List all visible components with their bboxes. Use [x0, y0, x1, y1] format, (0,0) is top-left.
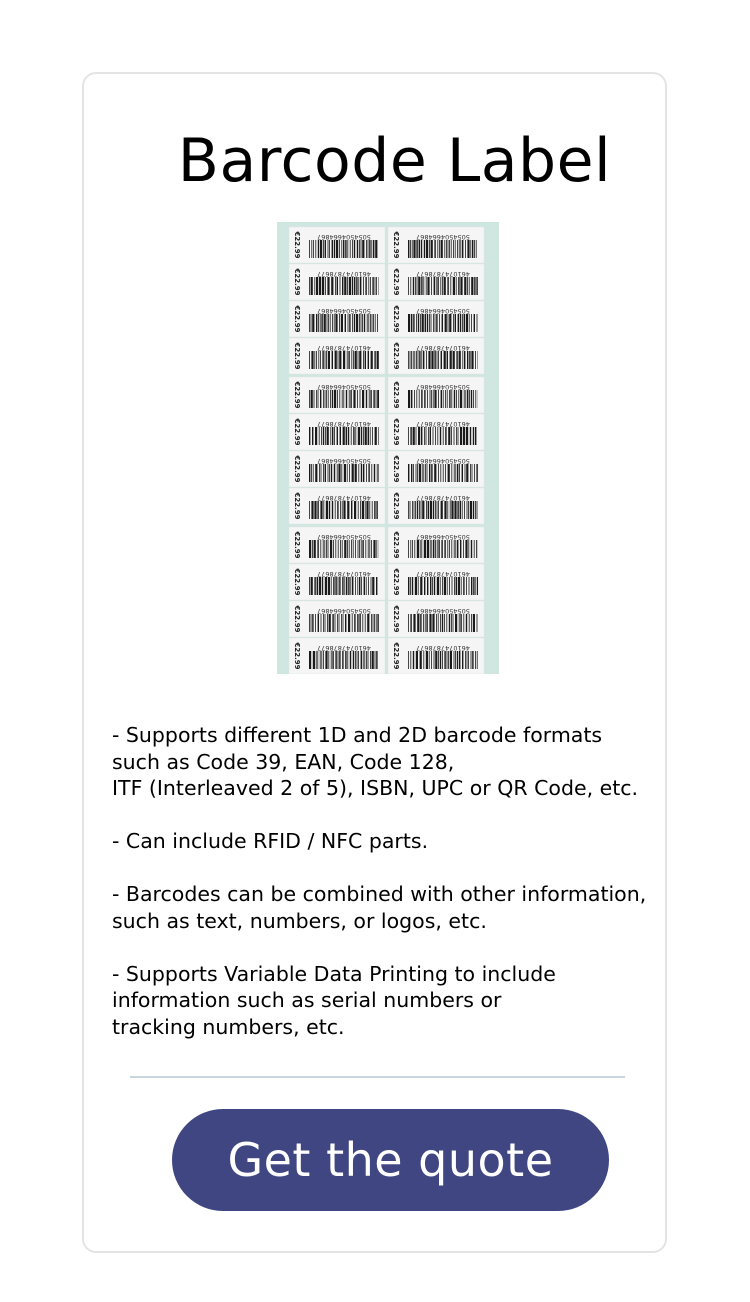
- label-code: 5054504664867: [317, 233, 371, 241]
- label-price: €22.99: [392, 268, 400, 296]
- label-code: 4610747878677: [317, 270, 371, 278]
- barcode-label: [388, 338, 484, 374]
- barcode-label: [289, 338, 385, 374]
- barcode-label: [289, 301, 385, 337]
- label-price: €22.99: [293, 268, 301, 296]
- barcode-label-sheet-graphic: [277, 222, 499, 674]
- barcode-label: [289, 527, 385, 563]
- label-code: 4610747878677: [416, 344, 470, 352]
- label-code: 5054504664867: [416, 233, 470, 241]
- label-price: €22.99: [392, 342, 400, 370]
- label-price: €22.99: [392, 305, 400, 333]
- label-code: 5054504664867: [416, 383, 470, 391]
- label-code: 5054504664867: [317, 533, 371, 541]
- label-price: €22.99: [293, 231, 301, 259]
- label-price: €22.99: [293, 531, 301, 559]
- barcode-label: [388, 451, 484, 487]
- label-price: €22.99: [392, 605, 400, 633]
- barcode-label: [289, 451, 385, 487]
- barcode-label: [388, 264, 484, 300]
- barcode-label: [388, 301, 484, 337]
- barcode-label: [289, 264, 385, 300]
- label-price: €22.99: [293, 305, 301, 333]
- label-price: €22.99: [293, 342, 301, 370]
- label-price: €22.99: [392, 531, 400, 559]
- label-price: €22.99: [293, 418, 301, 446]
- label-code: 5054504664867: [416, 307, 470, 315]
- label-code: 5054504664867: [416, 533, 470, 541]
- barcode-label: [388, 564, 484, 600]
- feature-variable-data: - Supports Variable Data Printing to include information such as serial numbers or tracking numbers, etc.: [112, 961, 556, 1039]
- label-code: 4610747878677: [317, 494, 371, 502]
- label-code: 4610747878677: [416, 644, 470, 652]
- barcode-label: [388, 638, 484, 674]
- barcode-bars: [309, 464, 379, 482]
- label-price: €22.99: [392, 642, 400, 670]
- barcode-label: [289, 638, 385, 674]
- label-price: €22.99: [293, 381, 301, 409]
- label-code: 5054504664867: [317, 457, 371, 465]
- barcode-bars: [309, 427, 379, 445]
- label-code: 5054504664867: [416, 607, 470, 615]
- barcode-label: [289, 414, 385, 450]
- label-code: 5054504664867: [317, 607, 371, 615]
- feature-description: [112, 722, 672, 1067]
- barcode-label: [289, 601, 385, 637]
- label-code: 4610747878677: [416, 570, 470, 578]
- label-price: €22.99: [392, 492, 400, 520]
- barcode-label-image: [277, 222, 499, 674]
- barcode-label: [388, 527, 484, 563]
- label-price: €22.99: [392, 231, 400, 259]
- label-code: 5054504664867: [416, 457, 470, 465]
- feature-combined-info: - Barcodes can be combined with other information, such as text, numbers, or logos, etc.: [112, 882, 647, 933]
- label-code: 4610747878677: [416, 494, 470, 502]
- barcode-label: [289, 377, 385, 413]
- barcode-label: [388, 227, 484, 263]
- barcode-bars: [408, 314, 477, 332]
- label-price: €22.99: [392, 455, 400, 483]
- label-code: 4610747878677: [317, 420, 371, 428]
- label-price: €22.99: [392, 381, 400, 409]
- divider: [130, 1076, 625, 1078]
- label-code: 4610747878677: [317, 644, 371, 652]
- label-code: 5054504664867: [317, 307, 371, 315]
- barcode-label: [388, 601, 484, 637]
- barcode-label: [388, 377, 484, 413]
- label-code: 4610747878677: [317, 344, 371, 352]
- barcode-label: [289, 227, 385, 263]
- label-price: €22.99: [293, 605, 301, 633]
- barcode-label: [388, 414, 484, 450]
- label-code: 4610747878677: [317, 570, 371, 578]
- barcode-label: [289, 488, 385, 524]
- get-quote-button[interactable]: Get the quote: [172, 1109, 609, 1211]
- label-price: €22.99: [392, 418, 400, 446]
- feature-barcode-formats: - Supports different 1D and 2D barcode formats such as Code 39, EAN, Code 128, ITF (Interleaved 2 of 5), ISBN, UPC or QR Code, etc.: [112, 723, 639, 800]
- barcode-label: [388, 488, 484, 524]
- barcode-bars: [408, 614, 477, 632]
- label-price: €22.99: [392, 568, 400, 596]
- barcode-label: [289, 564, 385, 600]
- label-price: €22.99: [293, 568, 301, 596]
- label-price: €22.99: [293, 455, 301, 483]
- product-card: [82, 72, 667, 1253]
- label-code: 4610747878677: [416, 420, 470, 428]
- label-code: 4610747878677: [416, 270, 470, 278]
- label-code: 5054504664867: [317, 383, 371, 391]
- product-title: Barcode Label: [177, 126, 612, 196]
- feature-rfid-nfc: - Can include RFID / NFC parts.: [112, 829, 429, 853]
- label-price: €22.99: [293, 492, 301, 520]
- label-price: €22.99: [293, 642, 301, 670]
